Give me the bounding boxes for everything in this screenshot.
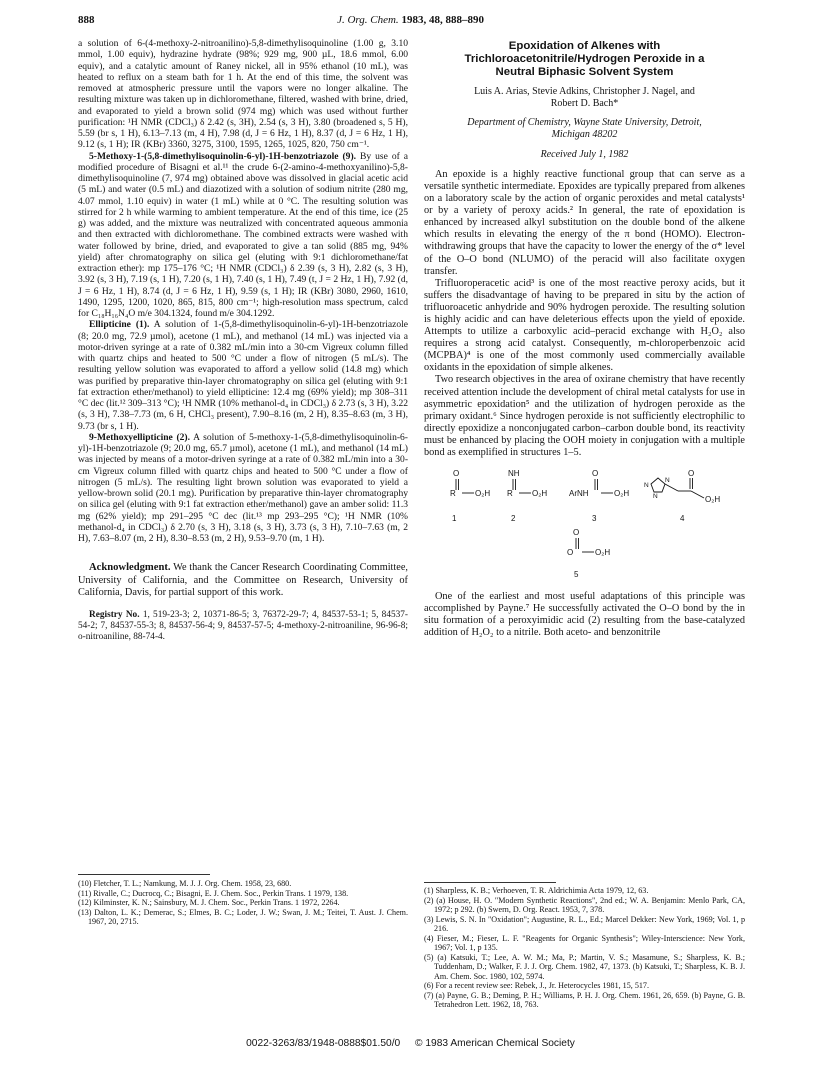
struct-4-n2: N [653,493,658,501]
struct-4-oxygen: O [688,469,695,479]
journal-citation [78,14,743,26]
left-footnote-rule [78,874,210,875]
journal-name: J. Org. Chem. [337,14,399,26]
ellipticine-heading: Ellipticine (1). [89,319,150,331]
struct-3-label: 3 [592,514,597,524]
struct-5-label: 5 [574,570,579,580]
struct-3-o2h: O₂H [614,489,630,499]
footnote-12: (12) Kilminster, K. N.; Sainsbury, M. J. Chem. Soc., Perkin Trans. 1 1972, 2264. [78,898,340,907]
struct-5-oxygen: O [573,528,580,538]
acknowledgment-text: We thank the Cancer Research Coordinating Committee, University of California, and the Committee on Research, University of California, Davis, for partial support of this work. [78,562,408,599]
right-paragraph-1: An epoxide is a highly reactive functional group that can serve as a versatile synthetic intermediate. Epoxides are typically prepared from alkenes on a laboratory scale by the action of organic peroxides and metal catalysts¹ or by a variety of peroxy acids.² In general, the rate of epoxidation is enhanced by increased alkyl substitution on the double bond of the alkene which results in elevating the energy of the π bond (HOMO). Electron-withdrawing groups that have the capacity to lower the energy of the σ* level of the O–O bond (NLUMO) of the peracid will also facilitate oxygen transfer. [424,168,745,277]
struct-3-oxygen: O [592,469,599,479]
right-footnote-rule [424,882,556,883]
struct-1-oxygen: O [453,469,460,479]
footnote-3: (3) Lewis, S. N. In "Oxidation"; Augustine, R. L., Ed.; Marcel Dekker: New York, 1969; Vol. 1, p 216. [424,914,745,933]
compound-9-text: By use of a modified procedure of Bisagni et al.¹¹ the crude 6-(2-amino-4-methoxyanilino)-5,8-dimethylisoquinoline (7, 974 mg) obtained above was dissolved in glacial acetic acid (5 mL) and water (0.5 mL) and diazotized with a solution of sodium nitrite (280 mg, 4.07 mmol, 1.10 equiv) in water (1 mL) while at 0 °C. The resulting solution was stirred for 2 h while warming to ambient temperature. At the end of this time, ice (25 g) was added, and the mixture was neutralized with concentrated aqueous ammonia and then extracted with dichloromethane. The combined extracts were washed with water followed by brine, dried, and evaporated to give a tan solid (885 mg, 94% yield) after chromatography on silica gel (eluting with 9:1 dichloromethane/fat extraction ether): mp 175–176 °C; ¹H NMR (CDCl₃) δ 2.39 (s, 3 H), 2.82 (s, 3 H), 3.92 (s, 3 H), 7.19 (s, 1 H), 7.20 (s, 1 H), 7.40 (s, 1 H), 7.49 (t, J = 2 Hz, 1 H), 7.92 (d, J = 6 Hz, 1 H), 8.74 (d, J = 6 Hz, 1 H), 9.59 (s, 1 H); IR (KBr) 3080, 2960, 1610, 1490, 1295, 1200, 1020, 865, 815, 800 cm⁻¹; high-resolution mass spectrum, calcd for C₁₈H₁₆N₄O m/e 304.1324, found m/e 304.1292. [78,150,408,319]
affiliation [424,117,745,141]
article-title [424,40,745,80]
footnote-5: (5) (a) Katsuki, T.; Lee, A. W. M.; Ma, P.; Martin, V. S.; Masamune, S.; Sharpless, K. B.; Tuddenham, D.; Walker, F. J. J. Org. Chem. 1982, 47, 1373. (b) Katsuki, T.; Sharpless, K. B. J. Am. Chem. Soc. 1980, 102, 5974. [424,952,745,981]
struct-4-n1: N [644,482,649,490]
footnote-2: (2) (a) House, H. O. "Modern Synthetic Reactions", 2nd ed.; W. A. Benjamin: Menlo Park, CA, 1972; p 292. (b) Swern, D. Org. React. 1953, 7, 378. [424,895,745,914]
compound-9-heading: 5-Methoxy-1-(5,8-dimethylisoquinolin-6-yl)-1H-benzotriazole (9). [89,150,357,162]
left-paragraph-2 [78,151,408,320]
authors-line-2: Robert D. Bach* [550,97,619,109]
structures-1-5 [424,465,745,583]
footnote-6: (6) For a recent review see: Rebek, J., Jr. Heterocycles 1981, 15, 517. [424,981,649,990]
title-line-3: Neutral Biphasic Solvent System [495,66,674,79]
footnote-11: (11) Rivalle, C.; Ducrocq, C.; Bisagni, E. J. Chem. Soc., Perkin Trans. 1 1979, 138. [78,888,349,898]
right-paragraph-3: Two research objectives in the area of oxirane chemistry that have recently received attention include the development of chiral metal catalysts for use in asymmetric epoxidation⁵ and the utilization of hydrogen peroxide as the primary oxidant.⁶ Since hydrogen peroxide is not sufficiently electrophilic to directly epoxidize a nonconjugated carbon–carbon double bond, its reactivity must be enhanced by placing the OOH moiety in conjugation with a multiple bond as exemplified in structures 1–5. [424,374,745,459]
right-paragraph-4: One of the earliest and most useful adaptations of this principle was accomplished by Payne.⁷ He successfully activated the O–O bond by the in situ formation of a peroxyimidic acid (2) resulting from the base-catalyzed addition of H₂O₂ to a nitrile. Both aceto- and benzonitrile [424,591,745,639]
right-column [424,38,745,639]
title-line-2: Trichloroacetonitrile/Hydrogen Peroxide in a [464,53,705,66]
struct-1-label: 1 [452,514,457,524]
registry-text: 1, 519-23-3; 2, 10371-86-5; 3, 76372-29-7; 4, 84537-53-1; 5, 84537-54-2; 7, 84537-55-3; 8, 84537-56-4; 9, 84537-57-5; 4-methoxy-2-nitroaniline, 96-96-8; o-nitroaniline, 88-74-4. [78,610,409,643]
authors-line-1: Luis A. Arias, Stevie Adkins, Christopher J. Nagel, and [474,85,695,97]
methoxyellipticine-heading: 9-Methoxyellipticine (2). [89,431,190,443]
article-code: 0022-3263/83/1948-0888$01.50/0 [246,1038,401,1049]
title-line-1: Epoxidation of Alkenes with [508,40,661,52]
footnote-1: (1) Sharpless, K. B.; Verhoeven, T. R. Aldrichimia Acta 1979, 12, 63. [424,886,649,895]
right-paragraph-2: Trifluoroperacetic acid³ is one of the most reactive peroxy acids, but it suffers the disadvantage of having to be prepared in situ by the action of trifluoroacetic anhydride and 90% hydrogen peroxide. The resulting solution is highly acidic and can have deleterious effects upon the yield of epoxide. Attempts to utilize a carboxylic acid–peracid exchange with H₂O₂ also requires a strong acid catalyst. Consequently, m-chloroperbenzoic acid (MCPBA)⁴ is one of the most commonly used commercially available oxidants in the epoxidation of simple alkenes. [424,277,745,374]
journal-year-volume: 1983, 48, 888–890 [401,14,484,26]
registry-heading: Registry No. [89,610,140,621]
authors [424,86,745,110]
footnote-7: (7) (a) Payne, G. B.; Deming, P. H.; Williams, P. H. J. Org. Chem. 1961, 26, 659. (b) Payne, G. B. Tetrahedron Lett. 1962, 18, 763. [424,990,745,1009]
struct-4-o2h: O₂H [705,495,721,505]
left-footnotes [78,879,408,927]
page-footer [0,1038,821,1049]
copyright: © 1983 American Chemical Society [415,1038,575,1049]
acknowledgment-heading: Acknowledgment. [89,562,171,574]
footnote-4: (4) Fieser, M.; Fieser, L. F. "Reagents for Organic Synthesis"; Wiley-Interscience: New York, 1967; Vol. 1, p 135. [424,933,745,952]
left-paragraph-3 [78,319,408,432]
struct-5-o-left: O [567,548,574,558]
acknowledgment [78,562,408,600]
received-date: Received July 1, 1982 [540,148,629,160]
affiliation-line-2: Michigan 48202 [551,128,618,140]
affiliation-line-1: Department of Chemistry, Wayne State University, Detroit, [467,116,702,128]
struct-1-r: R [450,489,456,499]
struct-2-label: 2 [511,514,516,524]
page-number: 888 [78,14,95,26]
struct-2-nh: NH [508,469,520,479]
ellipticine-text: A solution of 1-(5,8-dimethylisoquinolin-6-yl)-1H-benzotriazole (8; 20.0 mg, 72.9 µmol), acetone (1 mL), and methanol (14 mL) was injected via a motor-driven syringe at a rate of 0.382 mL/min into a 30-cm Vigreux column filled with quartz chips and heated to 500 °C under a flow of nitrogen (5 mL/s). The resulting yellow solution was evaporated to afford a yellow solid (14.8 mg) which was purified by preparative thin-layer chromatography on silica gel (eluting with 9:1 fat extraction ether/methanol) to yield ellipticine: 12.4 mg (69% yield); mp 308–311 °C dec (lit.¹² 309–313 °C); ¹H NMR (10% methanol-d₄ in CDCl₃) δ 2.73 (s, 3 H), 3.22 (s, 3 H), 7.38–7.73 (m, 6 H, CHCl₃ present), 7.90–8.16 (m, 2 H), 8.35–8.63 (m, 3 H), 9.73 (br s, 1 H). [78,319,408,432]
footnote-10: (10) Fletcher, T. L.; Namkung, M. J. J. Org. Chem. 1958, 23, 680. [78,879,292,888]
footnote-13: (13) Dalton, L. K.; Demerac, S.; Elmes, B. C.; Loder, J. W.; Swan, J. M.; Teitei, T. Aust. J. Chem. 1967, 20, 2715. [78,907,408,926]
left-paragraph-1: a solution of 6-(4-methoxy-2-nitroanilino)-5,8-dimethylisoquinoline (1.00 g, 3.10 mmol, 1.00 equiv), hydrazine hydrate (98%; 929 mg, 900 µL, 18.6 mmol, 6.00 equiv), and a catalytic amount of Raney nickel, all in 95% ethanol (10 mL), was heated to reflux on a steam bath for 1 h. At the end of this time, the solvent was removed at atmospheric pressure until the vapors were no longer alkaline. The resulting mixture was taken up in dichloromethane, filtered, washed with brine, dried, and evaporated to yield a brown solid (974 mg) which was used without further purification: ¹H NMR (CDCl₃) δ 2.42 (s, 3H), 2.54 (s, 3 H), 3.80 (broadened s, 5 H), 5.59 (br s, 1 H), 6.13–7.13 (m, 4 H), 7.98 (d, J = 6 Hz, 1 H), 8.37 (d, J = 6 Hz, 1 H), 9.12 (s, 1 H); IR (KBr) 3360, 3275, 3100, 1595, 1265, 1025, 820, 750 cm⁻¹. [78,38,408,151]
struct-2-r: R [507,489,513,499]
struct-4-label: 4 [680,514,685,524]
struct-3-arnh: ArNH [569,489,589,499]
struct-1-o2h: O₂H [475,489,491,499]
left-paragraph-4 [78,432,408,545]
struct-4-n3: N [665,477,670,485]
right-footnotes [424,886,745,1010]
methoxyellipticine-text: A solution of 5-methoxy-1-(5,8-dimethylisoquinolin-6-yl)-1H-benzotriazole (9; 20.0 mg, 65.7 µmol), acetone (1 mL), and methanol (14 mL) was injected by means of a motor-driven syringe at a rate of 0.382 mL/min into a 30-cm Vigreux column filled with quartz chips and heated to 500 °C under a flow of nitrogen (5 mL/s). The resulting light brown solution was evaporated to yield a yellow-brown solid (20.1 mg). Purification by preparative thin-layer chromatography on silica gel (eluting with 9:1 fat extraction ether/methanol) gave an amber solid: 11.3 mg (62% yield); mp 291–295 °C dec (lit.¹³ mp 293–295 °C); ¹H NMR (10% methanol-d₄ in CDCl₃) δ 2.70 (s, 3 H), 3.18 (s, 3 H), 3.73 (s, 3 H), 7.10–7.63 (m, 2 H), 7.63–8.07 (m, 2 H), 8.30–8.53 (m, 2 H), 9.53–9.70 (m, 1 H). [78,431,408,544]
struct-5-o2h: O₂H [595,548,611,558]
left-column [78,38,408,643]
struct-2-o2h: O₂H [532,489,548,499]
running-header [78,14,743,28]
registry-numbers [78,610,408,643]
